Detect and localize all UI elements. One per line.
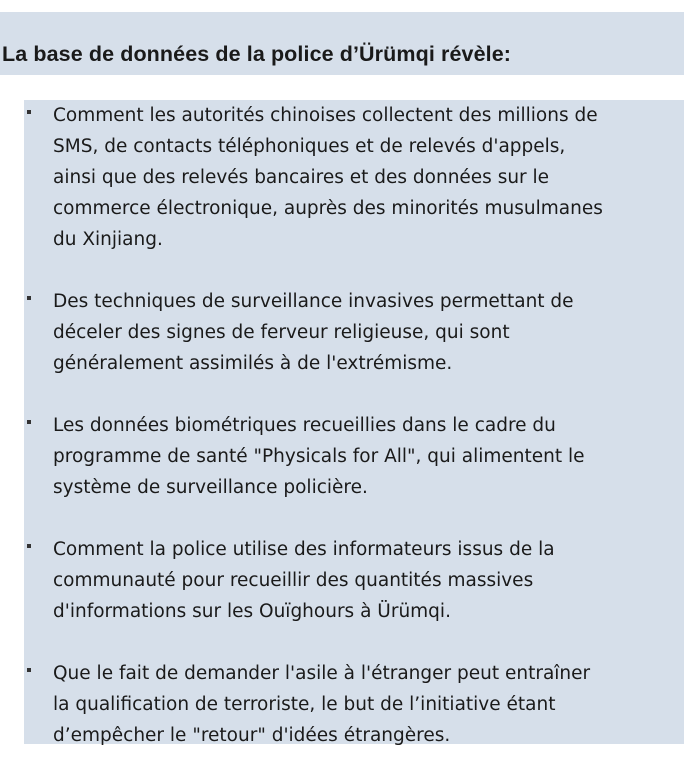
list-item-text: Des techniques de surveillance invasives permettant de déceler des signes de ferveur religieuse, qui sont généralement assimilés à de l'extrémisme. [53,291,574,374]
list-item-text: Les données biométriques recueillies dans le cadre du programme de santé "Physicals for All", qui alimentent le système de surveillance policière. [53,415,585,498]
list-item-text: Comment la police utilise des informateurs issus de la communauté pour recueillir des quantités massives d'informations sur les Ouïghours à Ürümqi. [53,539,555,622]
list-item-text: Comment les autorités chinoises collectent des millions de SMS, de contacts téléphoniques et de relevés d'appels, ainsi que des relevés bancaires et des données sur le commerce électronique, auprès des minorités musulmanes du Xinjiang. [53,105,603,250]
page-title: La base de données de la police d’Ürümqi révèle: [2,42,512,66]
list-item-text: Que le fait de demander l'asile à l'étranger peut entraîner la qualification de terroriste, le but de l’initiative étant d’empêcher le "retour" d'idées étrangères. [53,663,591,746]
bullet-list-panel [24,100,684,744]
bullet-icon [27,110,31,114]
bullet-icon [27,296,31,300]
bullet-icon [27,544,31,548]
bullet-icon [27,420,31,424]
bullet-icon [27,668,31,672]
